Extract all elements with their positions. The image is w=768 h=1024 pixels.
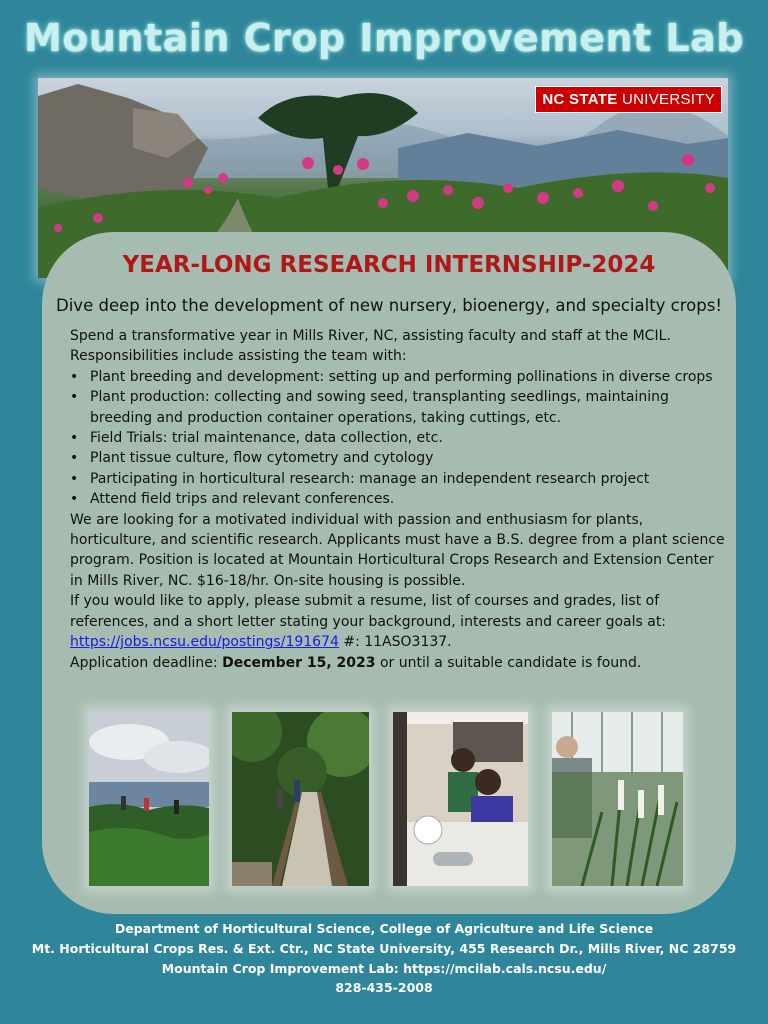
apply-paragraph xyxy=(70,591,726,652)
list-item: • Attend field trips and relevant conferences. xyxy=(70,489,726,509)
footer-phone: 828-435-2008 xyxy=(335,980,433,996)
apply-text: If you would like to apply, please submit a resume, list of courses and grades, list of references, and a short letter stating your background, interests and career goals at: xyxy=(70,593,667,630)
list-item: • Plant breeding and development: setting up and performing pollinations in diverse crops xyxy=(70,367,726,387)
intro-line-1: Spend a transformative year in Mills River, NC, assisting faculty and staff at the MCIL. xyxy=(70,328,671,344)
list-item: • Field Trials: trial maintenance, data collection, etc. xyxy=(70,428,726,448)
deadline-date: December 15, 2023 xyxy=(222,654,376,671)
footer-department: Department of Horticultural Science, College of Agriculture and Life Science xyxy=(114,921,654,936)
list-item: • Participating in horticultural research: manage an independent research project xyxy=(70,469,726,489)
internship-description xyxy=(70,326,726,673)
internship-headline: YEAR-LONG RESEARCH INTERNSHIP-2024 xyxy=(122,252,656,278)
list-item: • Plant production: collecting and sowing seed, transplanting seedlings, maintaining breeding and production container operations, taking cuttings, etc. xyxy=(70,387,726,428)
posting-reference: #: 11ASO3137. xyxy=(338,634,452,651)
ncsu-logo: NC STATE UNIVERSITY xyxy=(535,86,722,113)
internship-subhead: Dive deep into the development of new nursery, bioenergy, and specialty crops! xyxy=(56,296,722,315)
photo-hikers-summit xyxy=(89,712,209,886)
photo-greenhouse xyxy=(552,712,683,886)
job-posting-link[interactable]: https://jobs.ncsu.edu/postings/191674 xyxy=(70,634,339,651)
requirements-paragraph: We are looking for a motivated individual with passion and enthusiasm for plants, horticulture, and scientific research. Applicants must have a B.S. degree from a plant science program. Position is located at Mountain Horticultural Crops Research and Extension Center in Mills River, NC. $16-18/hr. On-site housing is possible. xyxy=(70,511,725,589)
footer-website: Mountain Crop Improvement Lab: https://mcilab.cals.ncsu.edu/ xyxy=(161,960,607,976)
deadline-line: Application deadline: December 15, 2023 or until a suitable candidate is found. xyxy=(70,654,642,671)
photo-lab-work xyxy=(393,712,528,886)
footer-address: Mt. Horticultural Crops Res. & Ext. Ctr., NC State University, 455 Research Dr., Mills River, NC 28759 xyxy=(31,940,737,956)
list-item: • Plant tissue culture, flow cytometry and cytology xyxy=(70,448,726,468)
footer-contact xyxy=(0,919,768,998)
responsibilities-list xyxy=(70,367,726,510)
intro-line-2: Responsibilities include assisting the team with: xyxy=(70,348,407,365)
photo-boardwalk xyxy=(232,712,369,886)
page-title: Mountain Crop Improvement Lab xyxy=(23,16,744,60)
